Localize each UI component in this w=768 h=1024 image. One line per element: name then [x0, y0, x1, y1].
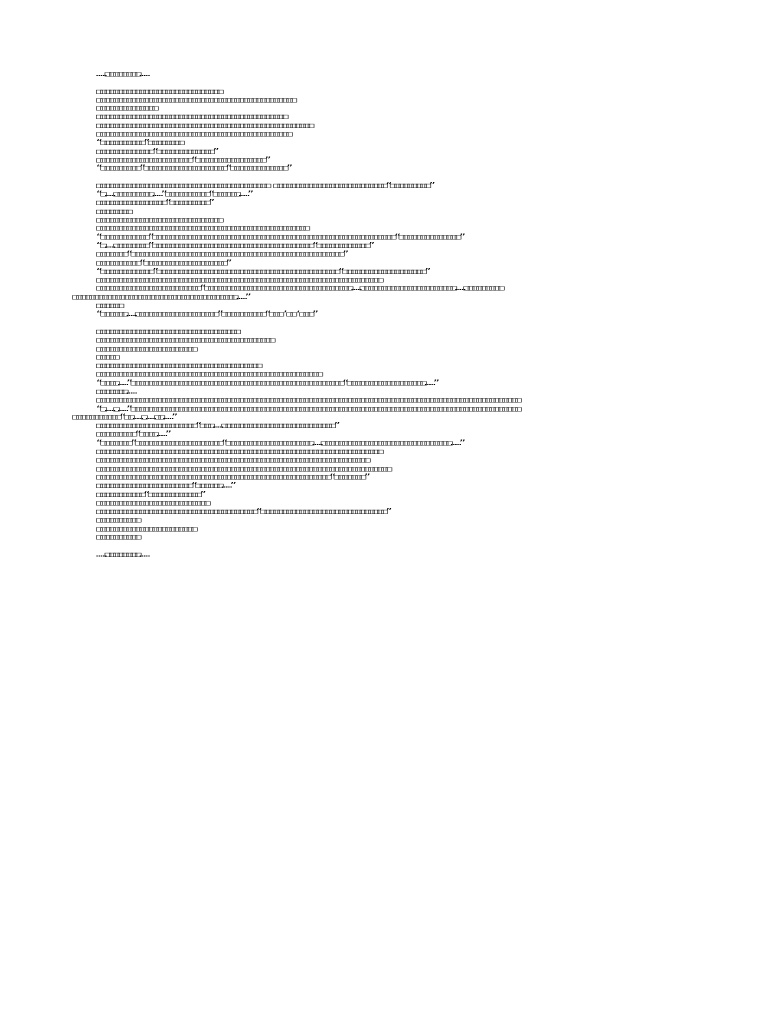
text-line: □□□□□□□□□“□□□□……”	[96, 430, 170, 439]
text-line: □□□□□□□□□□□□□□□□“□□□□□□□□□”	[96, 198, 213, 207]
text-line: □□□□□□□□□□□□□□□□□□□□□□□□□□□□□□□□□□□□□□□□□□□□□□□□□	[96, 224, 308, 233]
text-line: “□……□……”□□□□□□□□□□□□□□□□□□□□□□□□□□□□□□□□□□□□□□□□□□□□□□□□□□□□□□□□□□□□□□□□□□□□□□□□□□□□□□□□□□□□□□□□□□	[96, 404, 520, 413]
text-line: “□□□□□□……□□□□□□□□□□□□□□□□□□□”□□□□□□□□□□“□□□’□□‘□□□”	[96, 310, 317, 318]
text-line: □□□□□□□□□□□□□□□□□□□□□□□□□□□□□□□□□□□□□□□□□□□□□□□□□□	[96, 121, 313, 130]
text-line: □□□□□□□□□□□□□□□□□□□□□□□□□□□□□□□□□□□□□□……”	[72, 293, 250, 301]
text-line: □□□□□□□□□□□□□□□□□□□□□□□	[96, 524, 196, 533]
text-line: □□□□□□□□□□□□□□□□□□□□□□□□□□	[96, 498, 209, 507]
text-line: □□□□□□□□□□	[96, 516, 140, 524]
text-line: □□□□□	[96, 353, 118, 361]
text-line: □□□□□□□□□□□□□□□□□□□□□□□“□□□……□□□□□□□□□□□□□□□□□□□□□□□□□□”	[96, 421, 339, 430]
text-line: “□……□□□□□□□□□……”□□□□□□□□□□“□□□□□□……”	[96, 190, 252, 198]
text-line: □□□□□□□□□□□□□□□□□□□□□□□□□□□□□□□□□	[96, 327, 239, 336]
blank-line	[72, 173, 712, 182]
text-line: □□□□□□□□□□□□□□□□□□□□□□□□□□□□□□□□□□□□□□□□□□□□□□□□□□□□	[96, 370, 321, 379]
text-line: □□□□□□□□□□□□□□□□□□□□□□□□□□□□□□□□□□□□□□□□□□□□□□□□□□□□□□□□□□□□□□□□□□	[96, 447, 382, 456]
text-line: □□□□□□□□□□□□□□□□□□□□□□□□□□□□□□□□□□□□□□□□□□□□□□□□□□□□□□□□□□□□□□□□□□□□□□□□□□□□□□□□□□□□□□□□□□□□□□□□□□	[96, 395, 520, 404]
text-line: □□□□□□□□□□□□□□□□□□□□□□□□□□□□□□□□□□□□□□	[96, 361, 261, 370]
text-line: □□□□□□□……	[96, 387, 135, 396]
text-line: □□□□□□□□□□□□□□□□□□□□□□□□“□□□□□□□□□□□□□□□□□□□□□□□□□□□□□□□□□□……□□□□□□□□□□□□□□□□□□□□□□……□□□□□□□□□	[96, 284, 503, 293]
text-line: □□□□□□□□□□□□□□□□□□□□□□“□□□□□□□□□□□□□□□□”	[96, 155, 269, 164]
text-line: □□□□□□□□□□□□□□□□□□□□□□□□□□□□□□□□□□□□□□□□□□□□	[96, 112, 287, 121]
text-line: □□□□□□□□□□□□□□□□□□□□□□□□□□□□□□□□□□□□□□□□□□□□□	[96, 130, 291, 138]
text-line: “□□□□□□□□□□□□”□□□□□□□□□□□□□□□□□□□□□□□□□□□□□□□□□□□□□□□□□□“□□□□□□□□□□□□□□□□□□□”	[96, 267, 429, 276]
text-line: □□□□□□□□□□□□□□□□□□□□□□□□□□□□□□□□□□□□□□□□□	[96, 335, 274, 344]
text-line: □□□□□□□□□□□□□“□□□□□□□□□□□□□”	[96, 147, 218, 156]
text-line: ……□□□□□□□□……	[96, 70, 148, 78]
text-line: □□□□□□□□	[96, 207, 131, 216]
text-line: “□……□□□□□□□□”□□□□□□□□□□□□□□□□□□□□□□□□□□□□□□□□□□□□□“□□□□□□□□□□□□”	[96, 241, 373, 250]
text-line: □□□□□□□□□□□“□□……□……□□……”	[72, 413, 176, 421]
text-line: □□□□□□□□□□	[96, 533, 140, 542]
text-line: “□□□□□□□□□□”□□□□□□□□	[96, 138, 183, 147]
blank-line	[72, 319, 712, 328]
text-line: □□□□□□□□□□□□□□□□□□□□□□□	[96, 344, 196, 353]
text-line: ……□□□□□□□□……	[96, 550, 148, 559]
text-line: □□□□□□□“□□□□□□□□□□□□□□□□□□□□□□□□□□□□□□□□□□□□□□□□□□□□□□□□□”	[96, 250, 347, 258]
text-line: “□□□□□□□□□□□”□□□□□□□□□□□□□□□□□□□□□□□□□□□□□□□□□□□□□□□□□□□□□□□□□□□□□□□□“□□□□□□□□□□□□□□”	[96, 232, 464, 241]
text-line: □□□□□□□□□□□□□□□□□□□□□□□□□□□□□□□□□□□□□□□□ □□□□□□□□□□□□□□□□□□□□□□□□□□“□□□□□□□□□”	[96, 181, 434, 190]
text-line: □□□□□□□□□□□“□□□□□□□□□□□□”	[96, 490, 205, 499]
document-body	[72, 70, 712, 559]
text-line: □□□□□□□□□□□□□□□□□□□□□□□□□□□□□□□□□□□□□“□□□□□□□□□□□□□□□□□□□□□□□□□□□□□”	[96, 507, 390, 516]
text-line: □□□□□□□□□□□□□□□□□□□□□□□□□□□□□	[96, 215, 222, 224]
text-line: □□□□□□□□□□□□□□□□□□□□□□“□□□□□□……”	[96, 481, 235, 490]
text-line: □□□□□□□□□□□□□□□□□□□□□□□□□□□□□	[96, 87, 222, 95]
text-line: “□□□□□□□□□”□□□□□□□□□□□□□□□□□□□“□□□□□□□□□□□□□”	[96, 164, 291, 173]
text-line: □□□□□□□□□□□□□□	[96, 104, 157, 113]
text-line: □□□□□□□□□□“□□□□□□□□□□□□□□□□□□□”	[96, 258, 230, 267]
blank-line	[72, 79, 712, 88]
text-line: □□□□□□	[96, 301, 122, 310]
text-line: □□□□□□□□□□□□□□□□□□□□□□□□□□□□□□□□□□□□□□□□□□□□□□□□□□□□□□□□□□□□□□□□□□□□	[96, 464, 390, 473]
text-line: “□□□□……”□□□□□□□□□□□□□□□□□□□□□□□□□□□□□□□□□□□□□□□□□□□□□□□□□“□□□□□□□□□□□□□□□□□□……”	[96, 378, 438, 387]
text-line: □□□□□□□□□□□□□□□□□□□□□□□□□□□□□□□□□□□□□□□□□□□□□□□□□□□□□□□□□□□□□□□	[96, 456, 369, 464]
text-line: “□□□□□□□”□□□□□□□□□□□□□□□□□□□□“□□□□□□□□□□□□□□□□□□□□……□□□□□□□□□□□□□□□□□□□□□□□□□□□□□□……”	[96, 438, 464, 447]
text-line: □□□□□□□□□□□□□□□□□□□□□□□□□□□□□□□□□□□□□□□□□□□□□□□□□□□□□□□□□□□□□□□□□□	[96, 275, 382, 284]
text-line: □□□□□□□□□□□□□□□□□□□□□□□□□□□□□□□□□□□□□□□□□□□□□□	[96, 95, 295, 104]
blank-line	[72, 542, 712, 551]
text-line: □□□□□□□□□□□□□□□□□□□□□□□□□□□□□□□□□□□□□□□□□□□□□□□□□□□□□□“□□□□□□□”	[96, 473, 369, 481]
